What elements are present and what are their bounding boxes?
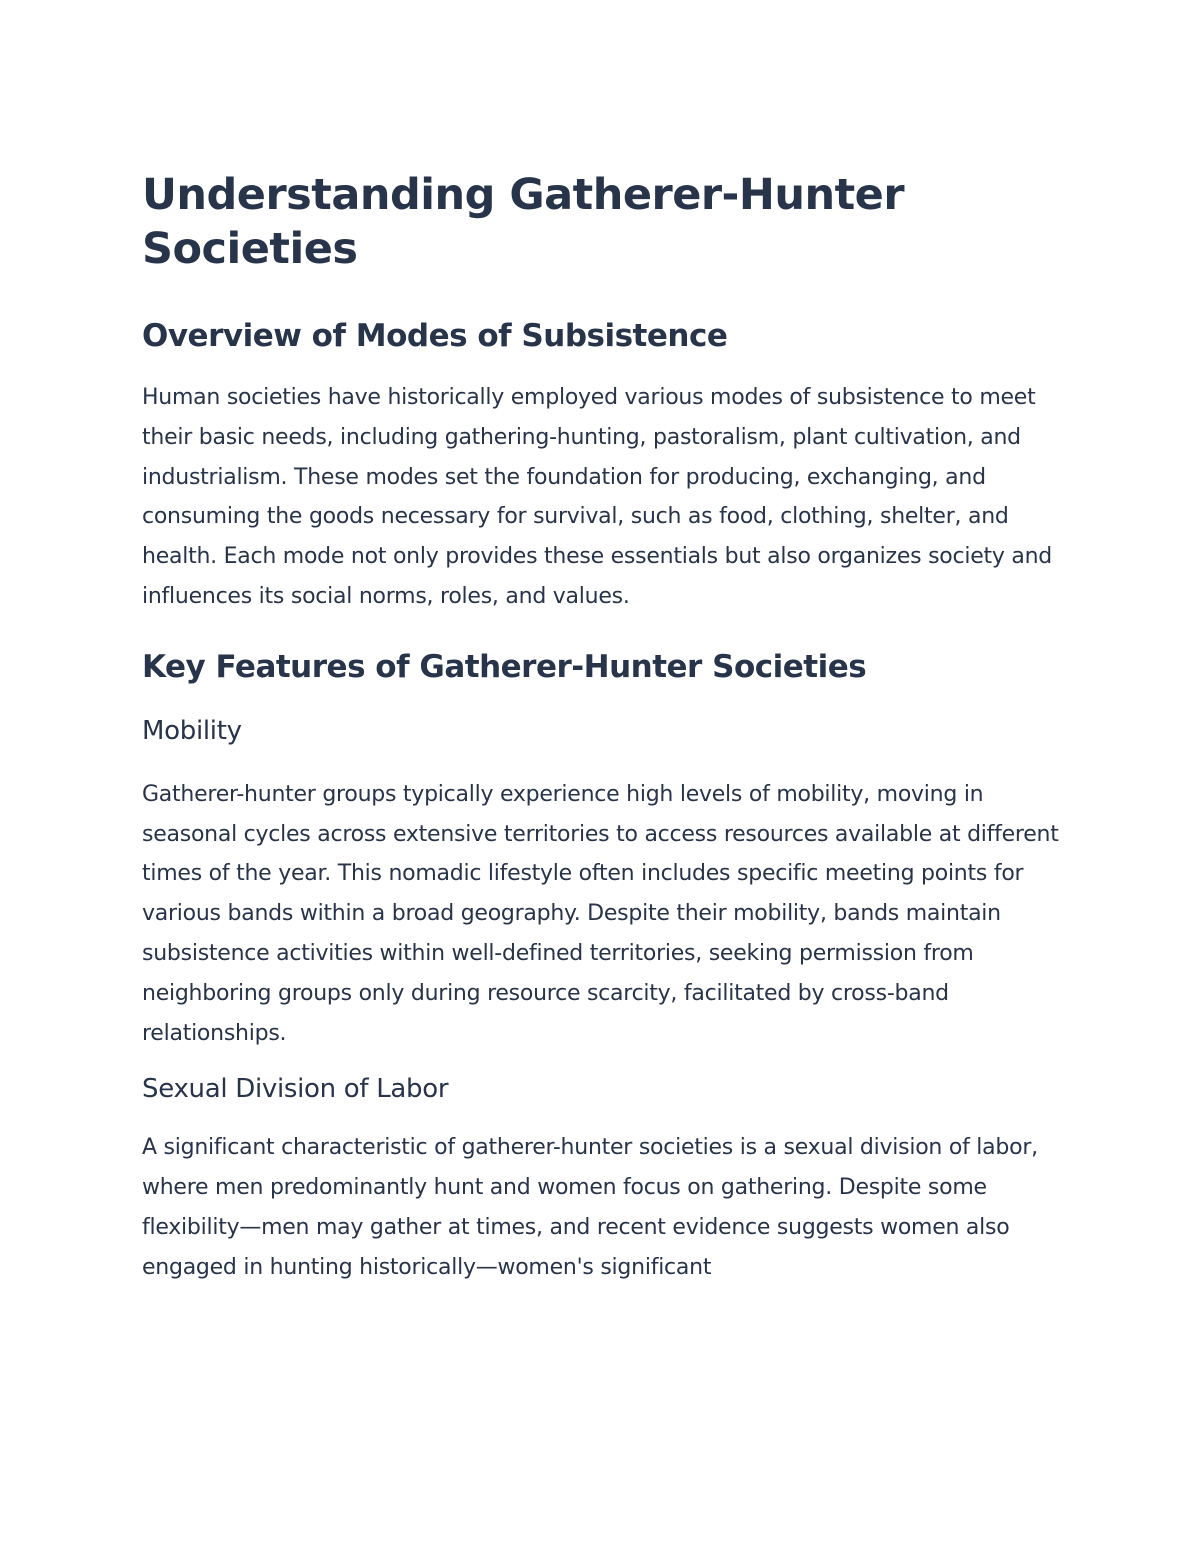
subsection-heading-division-of-labor: Sexual Division of Labor — [142, 1074, 449, 1105]
section-paragraph-overview: Human societies have historically employed various modes of subsistence to meet their basic needs, including gathering-hunting, pastoralism, plant cultivation, and industrialism. These modes set the foundation for producing, exchanging, and consuming the goods necessary for survival, such as food, clothing, shelter, and health. Each mode not only provides these essentials but also organizes society and influences its social norms, roles, and values. — [142, 385, 1053, 609]
document-title: Understanding Gatherer-Hunter Societies — [142, 170, 905, 274]
document-page — [142, 168, 1072, 1288]
subsection-heading-mobility: Mobility — [142, 715, 242, 746]
section-heading-overview: Overview of Modes of Subsistence — [142, 318, 728, 354]
section-heading-key-features: Key Features of Gatherer-Hunter Societies — [142, 648, 867, 685]
subsection-paragraph-mobility: Gatherer-hunter groups typically experience high levels of mobility, moving in seasonal cycles across extensive territories to access resources available at different times of the year. This nomadic lifestyle often includes specific meeting points for various bands within a broad geography. Despite their mobility, bands maintain subsistence activities within well-defined territories, seeking permission from neighboring groups only during resource scarcity, facilitated by cross-band relationships. — [142, 781, 1059, 1046]
subsection-paragraph-division-of-labor: A significant characteristic of gatherer-hunter societies is a sexual division of labor, where men predominantly hunt and women focus on gathering. Despite some flexibility—men may gather at times, and recent evidence suggests women also engaged in hunting historically—women's significant — [142, 1135, 1038, 1280]
